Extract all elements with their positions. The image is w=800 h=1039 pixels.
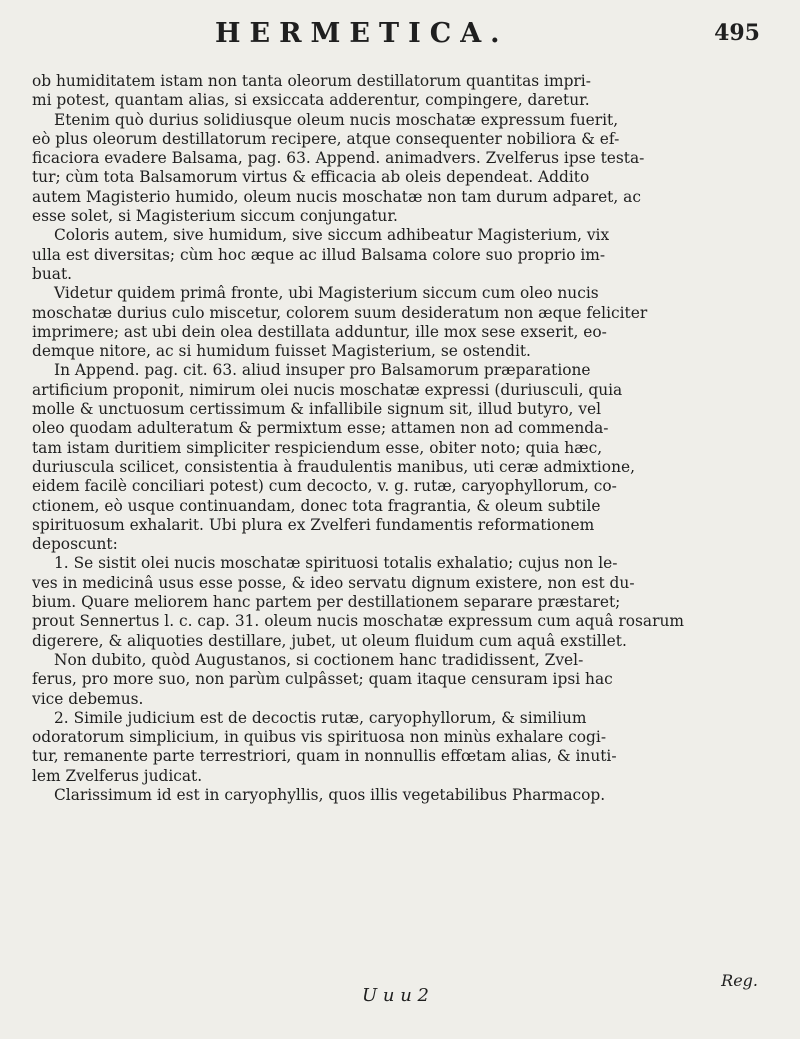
text-line: prout Sennertus l. c. cap. 31. oleum nucis moschatæ expressum cum aquâ rosarum: [32, 612, 684, 631]
text-line: imprimere; ast ubi dein olea destillata adduntur, ille mox sese exserit, eo-: [32, 322, 607, 341]
text-line: spirituosum exhalarit. Ubi plura ex Zvelferi fundamentis reformationem: [32, 515, 595, 534]
text-line: ferus, pro more suo, non parùm culpâsset; quam itaque censuram ipsi hac: [32, 670, 613, 689]
text-line: tur; cùm tota Balsamorum virtus & efficacia ab oleis dependeat. Addito: [32, 168, 590, 187]
text-line: Videtur quidem primâ fronte, ubi Magisterium siccum cum oleo nucis: [54, 284, 599, 303]
text-line: 2. Simile judicium est de decoctis rutæ, caryophyllorum, & similium: [54, 708, 587, 727]
text-line: vice debemus.: [32, 689, 144, 708]
text-line: ficaciora evadere Balsama, pag. 63. Append. animadvers. Zvelferus ipse testa-: [32, 149, 645, 168]
text-line: ves in medicinâ usus esse posse, & ideo servatu dignum existere, non est du-: [32, 573, 635, 592]
text-line: lem Zvelferus judicat.: [32, 766, 203, 785]
text-line: artificium proponit, nimirum olei nucis moschatæ expressi (duriusculi, quia: [32, 380, 623, 399]
text-line: deposcunt:: [32, 535, 118, 554]
text-line: mi potest, quantam alias, si exsiccata adderentur, compingere, daretur.: [32, 91, 590, 110]
text-line: In Append. pag. cit. 63. aliud insuper pro Balsamorum præparatione: [54, 361, 591, 380]
text-line: digerere, & aliquoties destillare, jubet, ut oleum fluidum cum aquâ exstillet.: [32, 631, 627, 650]
text-line: Non dubito, quòd Augustanos, si coctionem hanc tradidissent, Zvel-: [54, 650, 584, 669]
catchword: Reg.: [721, 971, 758, 990]
text-line: Etenim quò durius solidiusque oleum nucis moschatæ expressum fuerit,: [54, 110, 619, 129]
text-line: bium. Quare meliorem hanc partem per destillationem separare præstaret;: [32, 593, 621, 612]
text-line: ulla est diversitas; cùm hoc æque ac illud Balsama colore suo proprio im-: [32, 245, 606, 264]
text-line: eò plus oleorum destillatorum recipere, atque consequenter nobiliora & ef-: [32, 129, 620, 148]
page-number: 495: [714, 20, 760, 46]
text-line: tur, remanente parte terrestriori, quam in nonnullis effœtam alias, & inuti-: [32, 747, 617, 766]
text-line: odoratorum simplicium, in quibus vis spirituosa non minùs exhalare cogi-: [32, 728, 607, 747]
page-header: [0, 18, 800, 58]
text-line: ob humiditatem istam non tanta oleorum destillatorum quantitas impri-: [32, 72, 591, 90]
text-line: Clarissimum id est in caryophyllis, quos illis vegetabilibus Pharmacop.: [54, 785, 606, 804]
text-line: ctionem, eò usque continuandam, donec tota fragrantia, & oleum subtile: [32, 496, 601, 515]
text-line: Coloris autem, sive humidum, sive siccum adhibeatur Magisterium, vix: [54, 226, 610, 245]
text-line: molle & unctuosum certissimum & infallibile signum sit, illud butyro, vel: [32, 400, 602, 419]
page-footer: [0, 971, 800, 1015]
text-line: tam istam duritiem simpliciter respiciendum esse, obiter noto; quia hæc,: [32, 438, 603, 457]
running-head: HERMETICA.: [215, 18, 509, 49]
text-line: 1. Se sistit olei nucis moschatæ spirituosi totalis exhalatio; cujus non le-: [54, 554, 618, 573]
text-line: moschatæ durius culo miscetur, colorem suum desideratum non æque feliciter: [32, 303, 648, 322]
text-line: eidem facilè conciliari potest) cum decocto, v. g. rutæ, caryophyllorum, co-: [32, 477, 617, 496]
text-line: demque nitore, ac si humidum fuisset Magisterium, se ostendit.: [32, 342, 531, 361]
text-line: oleo quodam adulteratum & permixtum esse; attamen non ad commenda-: [32, 419, 609, 438]
body-text: [32, 72, 772, 805]
text-line: duriuscula scilicet, consistentia à fraudulentis manibus, uti ceræ admixtione,: [32, 457, 635, 476]
text-line: buat.: [32, 264, 73, 283]
text-line: autem Magisterio humido, oleum nucis moschatæ non tam durum adparet, ac: [32, 187, 641, 206]
text-line: esse solet, si Magisterium siccum conjungatur.: [32, 207, 398, 226]
signature-mark: U u u 2: [362, 985, 429, 1006]
